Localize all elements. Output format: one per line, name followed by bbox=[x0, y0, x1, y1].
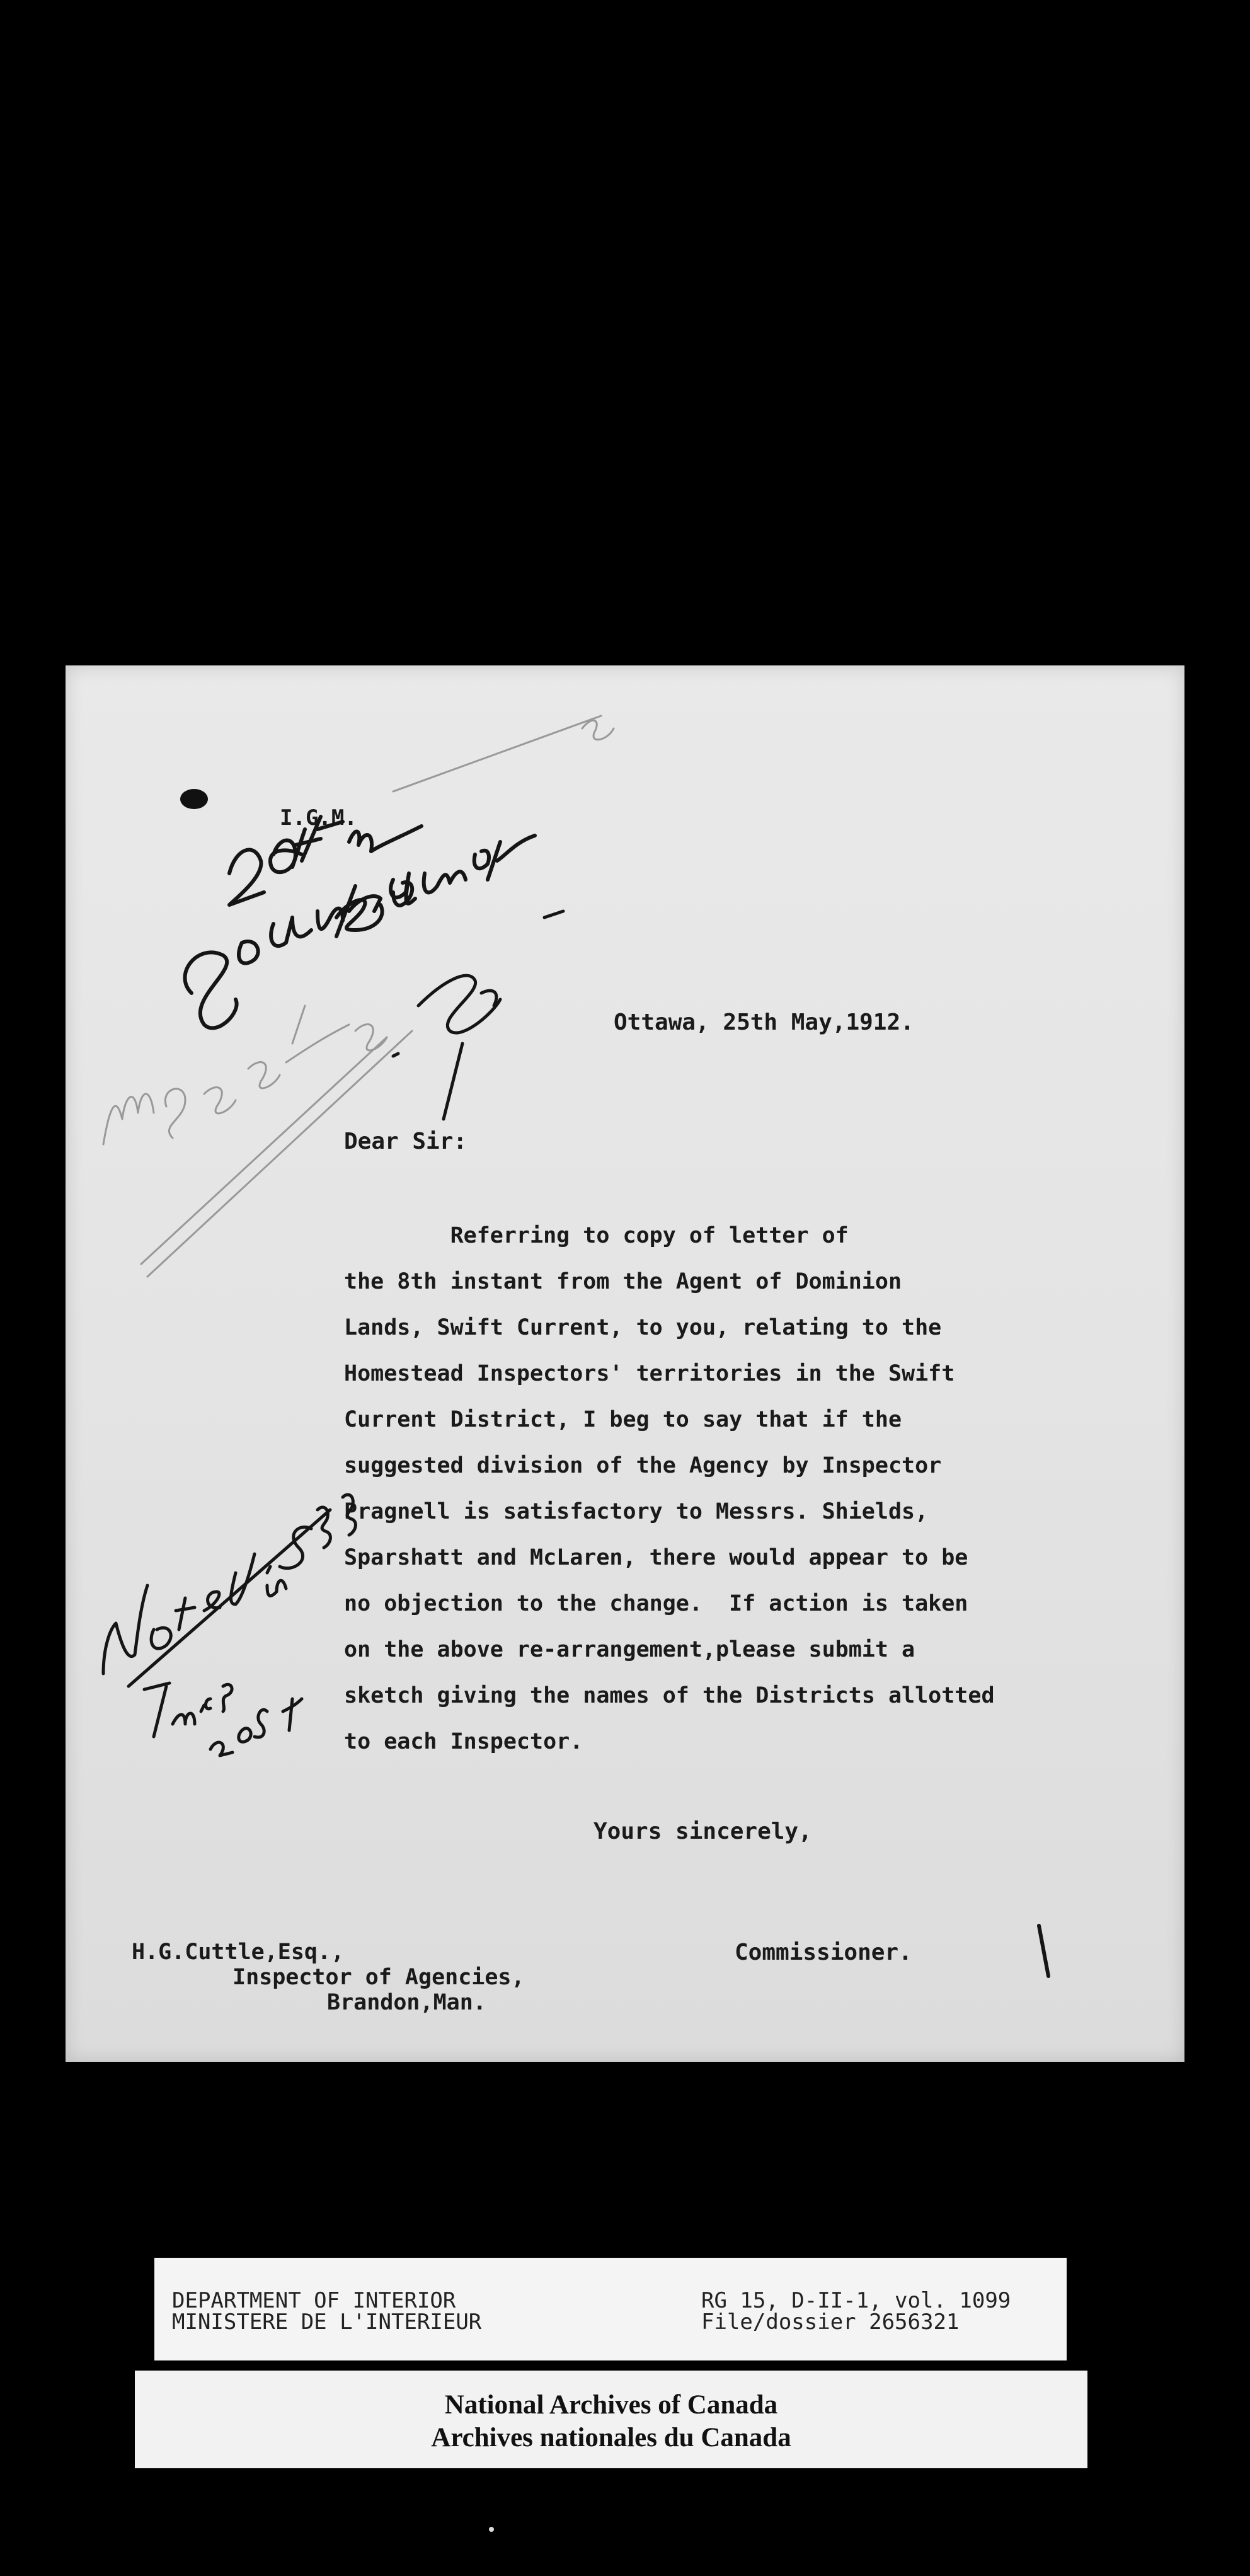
handwritten-initials bbox=[393, 911, 563, 1119]
signature-title: Commissioner. bbox=[735, 1940, 912, 1965]
body-line: suggested division of the Agency by Inspector bbox=[344, 1453, 942, 1478]
handwritten-name-second bbox=[336, 836, 535, 930]
department-english: DEPARTMENT OF INTERIOR bbox=[172, 2288, 456, 2313]
body-line: Sparshatt and McLaren, there would appear to be bbox=[344, 1545, 968, 1570]
handwritten-noted-in-srb bbox=[103, 1495, 355, 1686]
body-line: on the above re-arrangement,please submit a bbox=[344, 1637, 915, 1662]
catalog-label bbox=[154, 2258, 1067, 2360]
film-dust-mark bbox=[489, 2527, 494, 2532]
addressee-location: Brandon,Man. bbox=[327, 1990, 486, 2015]
pencil-annotation-mcsweene bbox=[103, 716, 614, 1277]
addressee-title: Inspector of Agencies, bbox=[232, 1965, 525, 1990]
archive-name-english: National Archives of Canada bbox=[444, 2390, 778, 2420]
handwritten-initials-date bbox=[144, 1683, 302, 1756]
date-line: Ottawa, 25th May,1912. bbox=[614, 1009, 914, 1035]
body-line: sketch giving the names of the Districts allotted bbox=[344, 1683, 995, 1708]
body-line: no objection to the change. If action is taken bbox=[344, 1591, 968, 1616]
body-line: Pragnell is satisfactory to Messrs. Shields, bbox=[344, 1499, 929, 1524]
body-line: Lands, Swift Current, to you, relating to the bbox=[344, 1315, 942, 1340]
letter-page bbox=[66, 665, 1184, 2062]
body-line: Current District, I beg to say that if the bbox=[344, 1407, 902, 1432]
department-french: MINISTERE DE L'INTERIEUR bbox=[172, 2309, 482, 2335]
addressee-name: H.G.Cuttle,Esq., bbox=[132, 1940, 345, 1965]
body-line: Homestead Inspectors' territories in the Swift bbox=[344, 1361, 955, 1386]
body-line: the 8th instant from the Agent of Dominion bbox=[344, 1269, 902, 1294]
page-mark bbox=[1039, 1926, 1048, 1976]
handwritten-name-sounker bbox=[185, 873, 415, 1028]
reference-initials: I.G.M. bbox=[280, 805, 357, 831]
file-number: File/dossier 2656321 bbox=[701, 2309, 960, 2335]
ink-blot bbox=[180, 789, 208, 809]
closing: Yours sincerely, bbox=[593, 1819, 812, 1844]
archive-label bbox=[135, 2371, 1087, 2468]
body-line: Referring to copy of letter of bbox=[344, 1223, 849, 1248]
salutation: Dear Sir: bbox=[344, 1129, 467, 1154]
archive-name-french: Archives nationales du Canada bbox=[431, 2423, 791, 2452]
record-group: RG 15, D-II-1, vol. 1099 bbox=[701, 2288, 1011, 2313]
body-line: to each Inspector. bbox=[344, 1729, 583, 1754]
